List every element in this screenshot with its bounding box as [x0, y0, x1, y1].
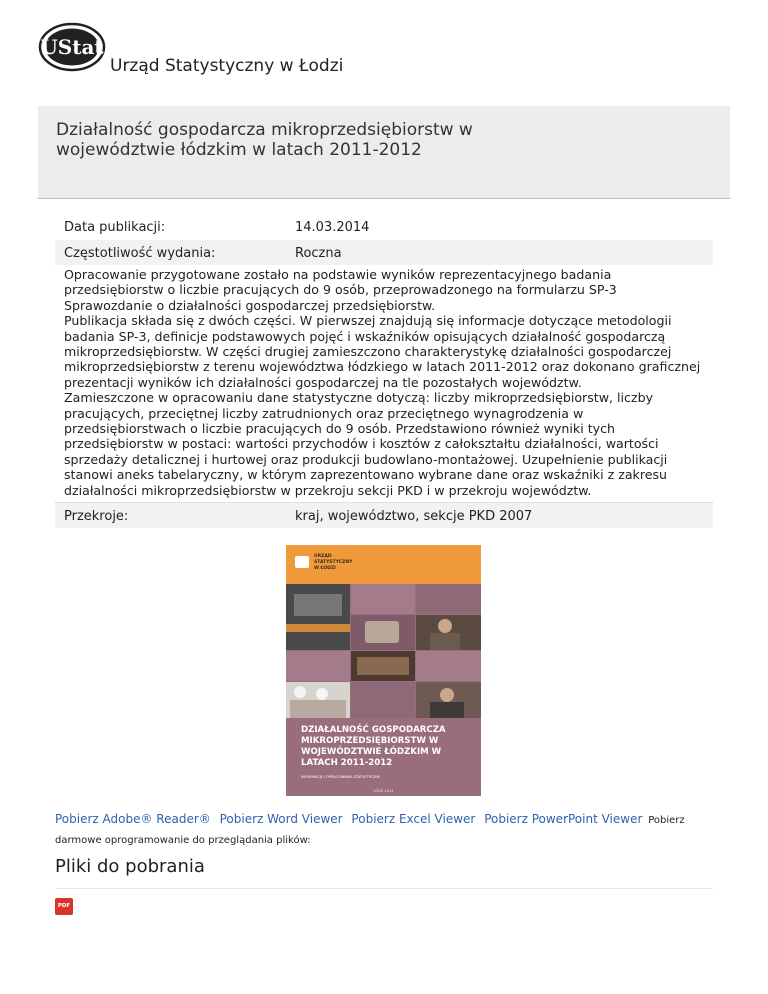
- description-paragraph: Zamieszczone w opracowaniu dane statystyczne dotyczą: liczby mikroprzedsiębiorstw, liczby pracujących, przeciętnej liczby zatrudnionych oraz przeciętnego wynagrodzenia w przedsiębiorstwach o liczbie pracujących do 9 osób. Przedstawiono również wyniki tych przedsiębiorstw w postaci: wartości przychodów i kosztów z całokształtu działalności, wartości sprzedaży detalicznej i hurtowej oraz produkcji budowlano-montażowej. Uzupełnienie publikacji stanowi aneks tabelaryczny, w którym zaprezentowano wybrane dane oraz wskaźniki z zakresu działalności mikroprzedsiębiorstw w przekroju sekcji PKD i w przekroju województw.: [64, 390, 668, 498]
- svg-text:UStat: UStat: [40, 35, 104, 59]
- cover-tile: [416, 651, 481, 681]
- files-heading: Pliki do pobrania: [55, 856, 205, 877]
- frequency-value: Roczna: [295, 246, 342, 261]
- cover-logo-icon: [295, 556, 309, 568]
- publication-date-value: 14.03.2014: [295, 220, 370, 235]
- frequency-row: [55, 240, 713, 265]
- page-title: Działalność gospodarcza mikroprzedsiębiorstw w województwie łódzkim w latach 2011-2012: [56, 120, 473, 160]
- title-band: [38, 106, 730, 199]
- publication-cover-image[interactable]: [286, 545, 481, 796]
- cover-header: [286, 545, 481, 584]
- word-viewer-link[interactable]: Pobierz Word Viewer: [219, 812, 343, 826]
- publication-date-row: [55, 214, 713, 240]
- adobe-reader-link[interactable]: Pobierz Adobe® Reader®: [55, 812, 211, 826]
- cover-subtitle: INFORMACJE I OPRACOWANIA STATYSTYCZNE: [301, 775, 381, 779]
- viewer-note: Pobierz darmowe oprogramowanie do przeglądania plików:: [55, 815, 685, 846]
- cover-photo: [416, 682, 481, 718]
- cover-photo: [351, 615, 415, 650]
- description-paragraph: Publikacja składa się z dwóch części. W pierwszej znajdują się informacje dotyczące metodologii badania SP-3, definicje podstawowych pojęć i wskaźników opisujących działalność gospodarczą mikroprzedsiębiorstw. W części drugiej zamieszczono charakterystykę działalności gospodarczej mikroprzedsiębiorstw z terenu województwa łódzkiego w latach 2011-2012 oraz dokonano graficznej prezentacji wyników ich działalności gospodarczej na tle pozostałych województw.: [64, 313, 701, 390]
- viewer-links: [55, 810, 715, 850]
- cover-tile: [351, 584, 415, 614]
- cover-photo: [286, 584, 350, 650]
- ustat-logo-icon: [38, 22, 106, 72]
- cover-org: URZĄD STATYSTYCZNY W ŁODZI: [314, 554, 353, 571]
- cover-photo: [416, 615, 481, 650]
- pdf-file-icon[interactable]: PDF: [55, 898, 73, 915]
- frequency-label: Częstotliwość wydania:: [64, 246, 216, 261]
- cover-tile: [286, 651, 350, 681]
- cover-photo: [286, 682, 350, 718]
- cover-tile: [351, 682, 415, 718]
- sections-value: kraj, województwo, sekcje PKD 2007: [295, 509, 533, 524]
- sections-label: Przekroje:: [64, 509, 129, 524]
- organization-name: Urząd Statystyczny w Łodzi: [110, 56, 344, 76]
- publication-date-label: Data publikacji:: [64, 220, 166, 235]
- sections-row: [55, 502, 713, 528]
- description-paragraph: Opracowanie przygotowane zostało na podstawie wyników reprezentacyjnego badania przedsiębiorstw o liczbie pracujących do 9 osób, przeprowadzonego na formularzu SP-3 Sprawozdanie o działalności gospodarczej przedsiębiorstw.: [64, 267, 617, 313]
- cover-tile: [416, 584, 481, 614]
- excel-viewer-link[interactable]: Pobierz Excel Viewer: [351, 812, 476, 826]
- cover-title: DZIAŁALNOŚĆ GOSPODARCZA MIKROPRZEDSIĘBIORSTW W WOJEWÓDZTWIE ŁÓDZKIM W LATACH 2011-2012: [301, 725, 446, 768]
- divider: [55, 888, 713, 889]
- powerpoint-viewer-link[interactable]: Pobierz PowerPoint Viewer: [484, 812, 643, 826]
- publication-description: [64, 267, 709, 498]
- cover-photo: [351, 651, 415, 681]
- cover-place-year: ŁÓDŹ 2014: [373, 789, 394, 793]
